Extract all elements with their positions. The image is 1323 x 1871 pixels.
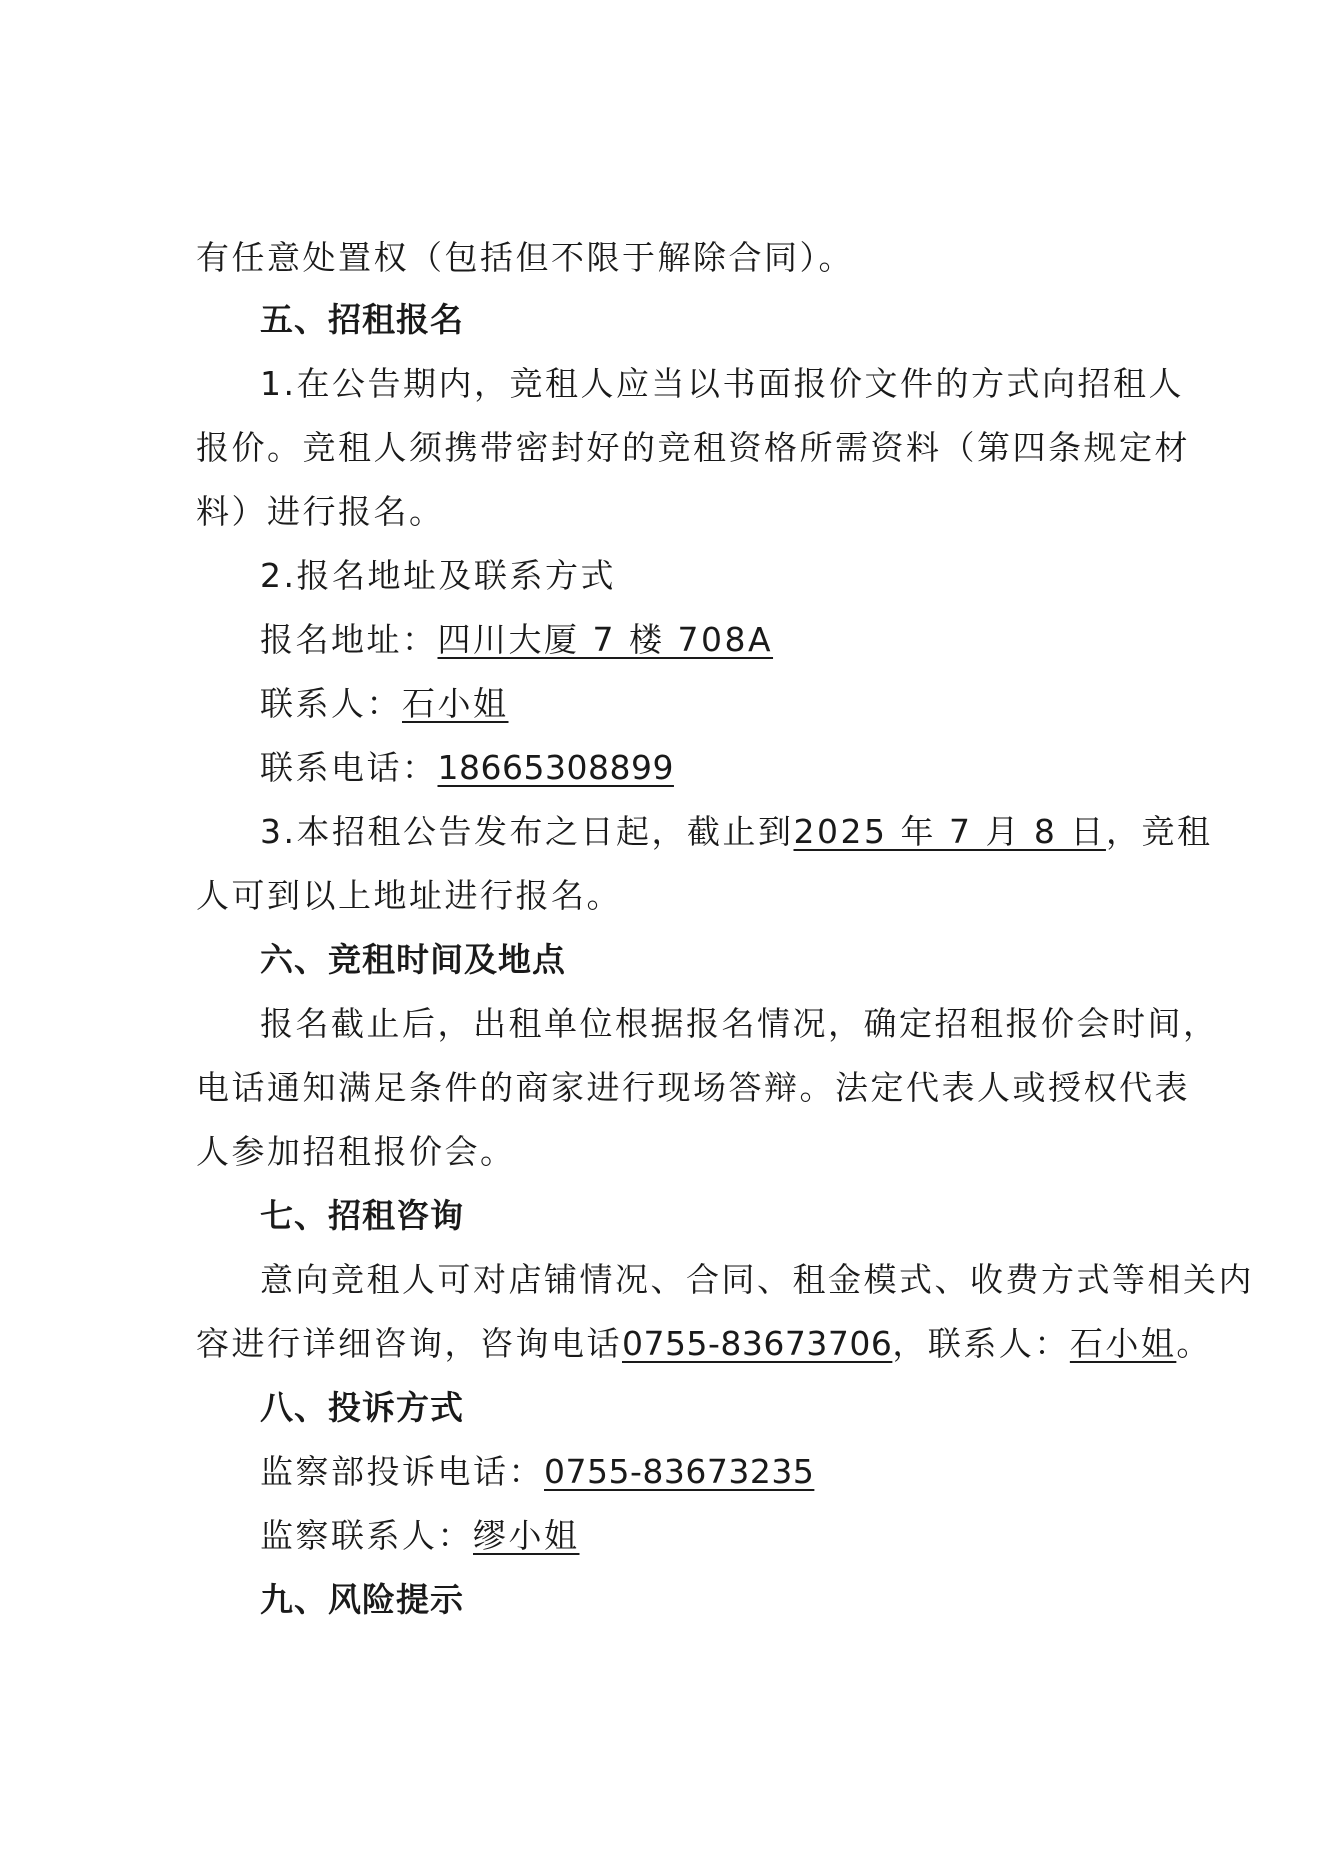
section-heading-9-text: 九、风险提示: [260, 1580, 464, 1619]
contact-value: 石小姐: [402, 684, 509, 723]
contact-line: [260, 682, 509, 726]
supervisor-line: [260, 1514, 580, 1558]
paragraph-1-text-2: 报价。竞租人须携带密封好的竞租资格所需资料（第四条规定材: [196, 428, 1190, 467]
paragraph-6-line-3: [196, 1130, 516, 1174]
phone-line: [260, 746, 674, 790]
consult-phone: 0755-83673706: [622, 1324, 893, 1363]
paragraph-7-text-2: 容进行详细咨询，咨询电话: [196, 1324, 622, 1363]
section-heading-5: [260, 298, 464, 342]
paragraph-1-text-3: 料）进行报名。: [196, 492, 445, 531]
paragraph-1-line-2: [196, 426, 1190, 470]
paragraph-3-line-2: [196, 874, 622, 918]
complaint-phone-label: 监察部投诉电话：: [260, 1452, 544, 1491]
phone-value: 18665308899: [437, 748, 674, 787]
section-heading-8: [260, 1386, 464, 1430]
paragraph-6-line-2: [196, 1066, 1190, 1110]
paragraph-3-text-2: 人可到以上地址进行报名。: [196, 876, 622, 915]
paragraph-6-text-3: 人参加招租报价会。: [196, 1132, 516, 1171]
paragraph-2: [260, 554, 616, 598]
complaint-phone-value: 0755-83673235: [544, 1452, 815, 1491]
paragraph-7-end: 。: [1176, 1324, 1212, 1363]
paragraph-7-line-1: [260, 1258, 1254, 1302]
paragraph-1-text-1: 1.在公告期内，竞租人应当以书面报价文件的方式向招租人: [260, 364, 1184, 403]
contact-label: 联系人：: [260, 684, 402, 723]
section-heading-7-text: 七、招租咨询: [260, 1196, 464, 1235]
paragraph-7-line-2: [196, 1322, 1212, 1366]
continuation-line: [196, 236, 854, 280]
address-label: 报名地址：: [260, 620, 438, 659]
paragraph-1-line-1: [260, 362, 1184, 406]
paragraph-6-text-1: 报名截止后，出租单位根据报名情况，确定招租报价会时间，: [260, 1004, 1219, 1043]
consult-contact-name: 石小姐: [1069, 1324, 1177, 1363]
section-heading-7: [260, 1194, 464, 1238]
paragraph-1-line-3: [196, 490, 445, 534]
section-heading-9: [260, 1578, 464, 1622]
paragraph-3-line-1: [260, 810, 1212, 854]
supervisor-name: 缪小姐: [473, 1516, 580, 1555]
phone-label: 联系电话：: [260, 748, 438, 787]
paragraph-3-text-1: 3.本招租公告发布之日起，截止到: [260, 812, 794, 851]
paragraph-3-text-1-end: ，竞租: [1105, 812, 1213, 851]
address-value: 四川大厦 7 楼 708A: [437, 620, 774, 659]
continuation-text: 有任意处置权（包括但不限于解除合同）。: [196, 238, 854, 277]
deadline-date: 2025 年 7 月 8 日: [793, 812, 1106, 851]
address-line: [260, 618, 773, 662]
complaint-phone-line: [260, 1450, 814, 1494]
section-heading-5-text: 五、招租报名: [260, 300, 464, 339]
paragraph-2-text: 2.报名地址及联系方式: [260, 556, 616, 595]
supervisor-label: 监察联系人：: [260, 1516, 473, 1555]
paragraph-7-contact-label: ，联系人：: [892, 1324, 1070, 1363]
section-heading-6: [260, 938, 566, 982]
paragraph-7-text-1: 意向竞租人可对店铺情况、合同、租金模式、收费方式等相关内: [260, 1260, 1254, 1299]
section-heading-8-text: 八、投诉方式: [260, 1388, 464, 1427]
paragraph-6-text-2: 电话通知满足条件的商家进行现场答辩。法定代表人或授权代表: [196, 1068, 1190, 1107]
paragraph-6-line-1: [260, 1002, 1219, 1046]
section-heading-6-text: 六、竞租时间及地点: [260, 940, 566, 979]
